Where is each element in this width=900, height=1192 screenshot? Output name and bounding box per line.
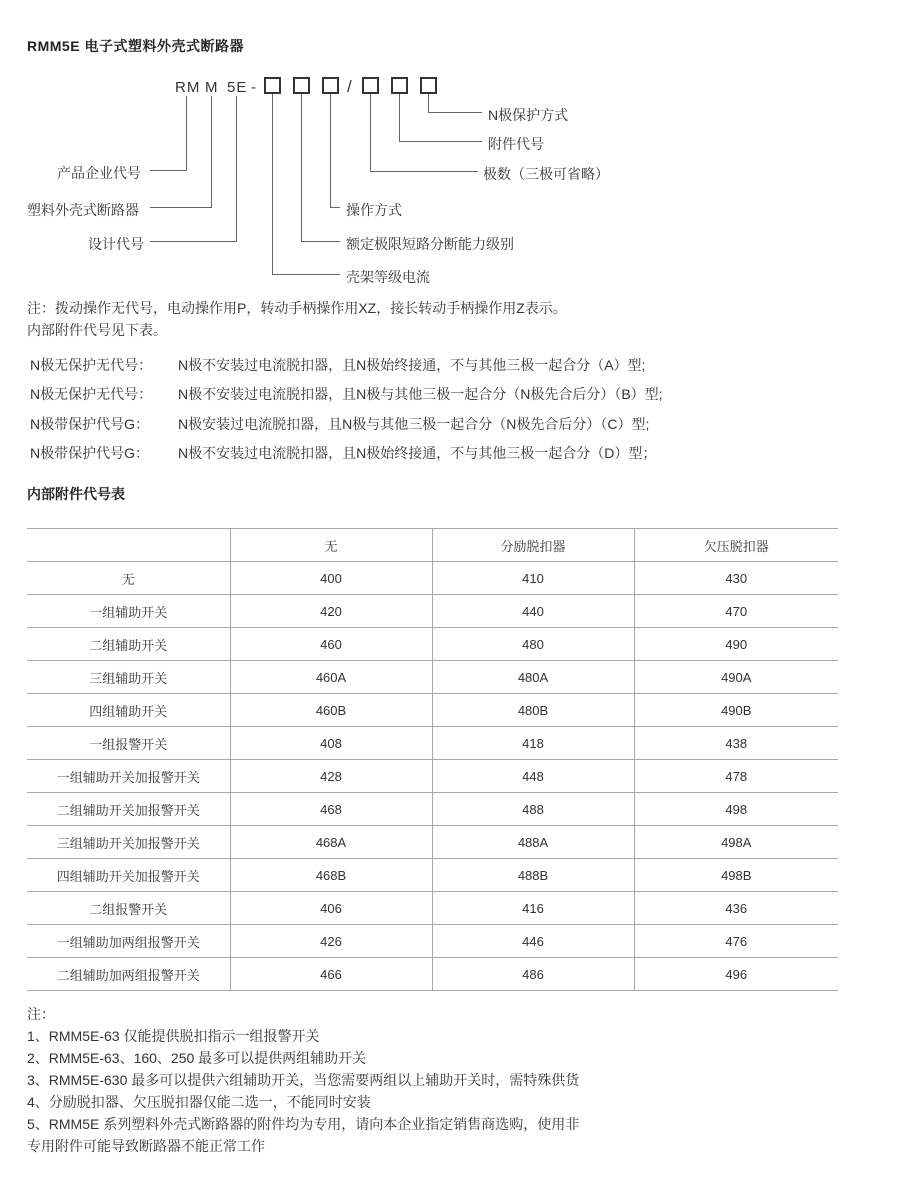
bottom-notes-heading: 注：: [27, 1006, 55, 1022]
n-pole-rule-desc: N极不安装过电流脱扣器，且N极始终接通，不与其他三极一起合分（A）型;: [178, 357, 646, 373]
code-cell: 410: [432, 562, 634, 595]
callout-line: [428, 112, 482, 113]
label-mccb: 塑料外壳式断路器: [27, 202, 139, 218]
code-cell: 478: [634, 760, 838, 793]
label-accessory-code: 附件代号: [488, 136, 544, 152]
accessory-table-body: [27, 562, 838, 991]
row-label-cell: 三组辅助开关: [27, 661, 230, 694]
operation-note-line1: 注：拨动操作无代号，电动操作用P，转动手柄操作用XZ，接长转动手柄操作用Z表示。: [27, 300, 567, 316]
n-pole-rule-label: N极无保护无代号：: [30, 386, 153, 403]
code-dash: -: [251, 79, 257, 96]
code-cell: 460A: [230, 661, 432, 694]
code-box-3: [322, 77, 339, 94]
code-cell: 480A: [432, 661, 634, 694]
label-operation-mode: 操作方式: [346, 202, 402, 218]
code-cell: 426: [230, 925, 432, 958]
header-cell-blank: [27, 529, 230, 562]
code-cell: 480B: [432, 694, 634, 727]
table-row: [27, 661, 838, 694]
label-pole-count: 极数（三极可省略）: [483, 166, 609, 182]
bottom-notes: [27, 1003, 579, 1157]
code-cell: 470: [634, 595, 838, 628]
code-cell: 488B: [432, 859, 634, 892]
header-cell-undervoltage: 欠压脱扣器: [634, 529, 838, 562]
code-m: M: [205, 79, 219, 96]
table-row: [27, 958, 838, 991]
bottom-note-line: 4、分励脱扣器、欠压脱扣器仅能二选一，不能同时安装: [27, 1094, 371, 1110]
n-pole-rule-label: N极带保护代号G：: [30, 445, 149, 462]
table-row: [27, 694, 838, 727]
code-cell: 466: [230, 958, 432, 991]
label-design-code: 设计代号: [88, 236, 144, 252]
code-cell: 408: [230, 727, 432, 760]
n-pole-rules: [27, 351, 663, 469]
code-cell: 498A: [634, 826, 838, 859]
code-cell: 480: [432, 628, 634, 661]
code-cell: 476: [634, 925, 838, 958]
code-cell: 486: [432, 958, 634, 991]
callout-line: [150, 170, 187, 171]
n-pole-rule-desc: N极不安装过电流脱扣器，且N极始终接通，不与其他三极一起合分（D）型；: [178, 445, 657, 462]
code-cell: 430: [634, 562, 838, 595]
code-cell: 400: [230, 562, 432, 595]
n-pole-rule-desc: N极不安装过电流脱扣器，且N极与其他三极一起合分（N极先合后分）（B）型;: [178, 386, 663, 403]
bottom-note-line: 2、RMM5E-63、160、250 最多可以提供两组辅助开关: [27, 1050, 367, 1066]
code-box-5: [391, 77, 408, 94]
code-cell: 488: [432, 793, 634, 826]
callout-line: [370, 94, 371, 172]
n-pole-rule-label: N极带保护代号G：: [30, 415, 149, 432]
callout-line: [236, 96, 237, 242]
n-pole-rule-row: [27, 410, 663, 439]
code-cell: 490A: [634, 661, 838, 694]
code-cell: 448: [432, 760, 634, 793]
table-row: [27, 826, 838, 859]
callout-line: [330, 94, 331, 208]
code-cell: 468B: [230, 859, 432, 892]
label-frame-current: 壳架等级电流: [346, 269, 430, 285]
row-label-cell: 一组辅助开关: [27, 595, 230, 628]
row-label-cell: 四组辅助开关: [27, 694, 230, 727]
callout-line: [150, 207, 212, 208]
row-label-cell: 二组辅助加两组报警开关: [27, 958, 230, 991]
row-label-cell: 无: [27, 562, 230, 595]
code-box-1: [264, 77, 281, 94]
page-title: RMM5E 电子式塑料外壳式断路器: [27, 38, 244, 54]
code-cell: 440: [432, 595, 634, 628]
accessory-table-title: 内部附件代号表: [27, 486, 125, 502]
bottom-note-line: 5、RMM5E 系列塑料外壳式断路器的附件均为专用，请向本企业指定销售商选购，使用非: [27, 1116, 580, 1132]
table-row: [27, 793, 838, 826]
table-row: [27, 628, 838, 661]
n-pole-rule-row: [27, 439, 663, 468]
code-cell: 468: [230, 793, 432, 826]
accessory-code-table: [27, 528, 838, 991]
code-cell: 418: [432, 727, 634, 760]
callout-line: [399, 94, 400, 142]
callout-line: [330, 207, 340, 208]
bottom-note-line: 专用附件可能导致断路器不能正常工作: [27, 1138, 265, 1154]
code-slash: /: [347, 77, 352, 96]
callout-line: [301, 241, 340, 242]
code-cell: 438: [634, 727, 838, 760]
code-cell: 488A: [432, 826, 634, 859]
code-cell: 416: [432, 892, 634, 925]
bottom-notes-list: [27, 1025, 579, 1157]
label-breaking-capacity: 额定极限短路分断能力级别: [346, 236, 514, 252]
callout-line: [301, 94, 302, 242]
operation-note: [27, 297, 567, 341]
code-cell: 490B: [634, 694, 838, 727]
code-cell: 498B: [634, 859, 838, 892]
n-pole-rule-row: [27, 380, 663, 409]
code-cell: 498: [634, 793, 838, 826]
row-label-cell: 一组报警开关: [27, 727, 230, 760]
table-row: [27, 595, 838, 628]
row-label-cell: 一组辅助开关加报警开关: [27, 760, 230, 793]
code-cell: 428: [230, 760, 432, 793]
n-pole-rule-desc: N极安装过电流脱扣器，且N极与其他三极一起合分（N极先合后分）（C）型;: [178, 415, 650, 432]
header-cell-none: 无: [230, 529, 432, 562]
n-pole-rule-row: [27, 351, 663, 380]
table-row: [27, 925, 838, 958]
code-cell: 496: [634, 958, 838, 991]
label-enterprise-code: 产品企业代号: [57, 165, 141, 181]
code-cell: 460: [230, 628, 432, 661]
callout-line: [186, 96, 187, 171]
table-header-row: [27, 529, 838, 562]
callout-line: [272, 274, 340, 275]
callout-line: [370, 171, 478, 172]
callout-line: [211, 96, 212, 208]
table-row: [27, 760, 838, 793]
code-cell: 490: [634, 628, 838, 661]
callout-line: [428, 94, 429, 113]
code-rm: RM: [175, 79, 201, 96]
table-row: [27, 892, 838, 925]
table-row: [27, 562, 838, 595]
row-label-cell: 三组辅助开关加报警开关: [27, 826, 230, 859]
table-row: [27, 859, 838, 892]
table-row: [27, 727, 838, 760]
callout-line: [399, 141, 482, 142]
operation-note-line2: 内部附件代号见下表。: [27, 322, 167, 338]
callout-line: [272, 94, 273, 275]
row-label-cell: 一组辅助加两组报警开关: [27, 925, 230, 958]
code-cell: 468A: [230, 826, 432, 859]
row-label-cell: 二组辅助开关: [27, 628, 230, 661]
header-cell-shunt: 分励脱扣器: [432, 529, 634, 562]
row-label-cell: 二组报警开关: [27, 892, 230, 925]
code-box-2: [293, 77, 310, 94]
code-cell: 420: [230, 595, 432, 628]
code-box-6: [420, 77, 437, 94]
n-pole-rule-label: N极无保护无代号：: [30, 357, 153, 373]
label-n-pole-protection: N极保护方式: [488, 107, 569, 123]
row-label-cell: 二组辅助开关加报警开关: [27, 793, 230, 826]
code-cell: 460B: [230, 694, 432, 727]
code-5e: 5E: [227, 79, 248, 96]
callout-line: [150, 241, 237, 242]
code-cell: 406: [230, 892, 432, 925]
row-label-cell: 四组辅助开关加报警开关: [27, 859, 230, 892]
bottom-note-line: 1、RMM5E-63 仅能提供脱扣指示一组报警开关: [27, 1028, 320, 1044]
code-cell: 446: [432, 925, 634, 958]
code-cell: 436: [634, 892, 838, 925]
code-box-4: [362, 77, 379, 94]
bottom-note-line: 3、RMM5E-630 最多可以提供六组辅助开关，当您需要两组以上辅助开关时，需特殊供货: [27, 1072, 580, 1088]
